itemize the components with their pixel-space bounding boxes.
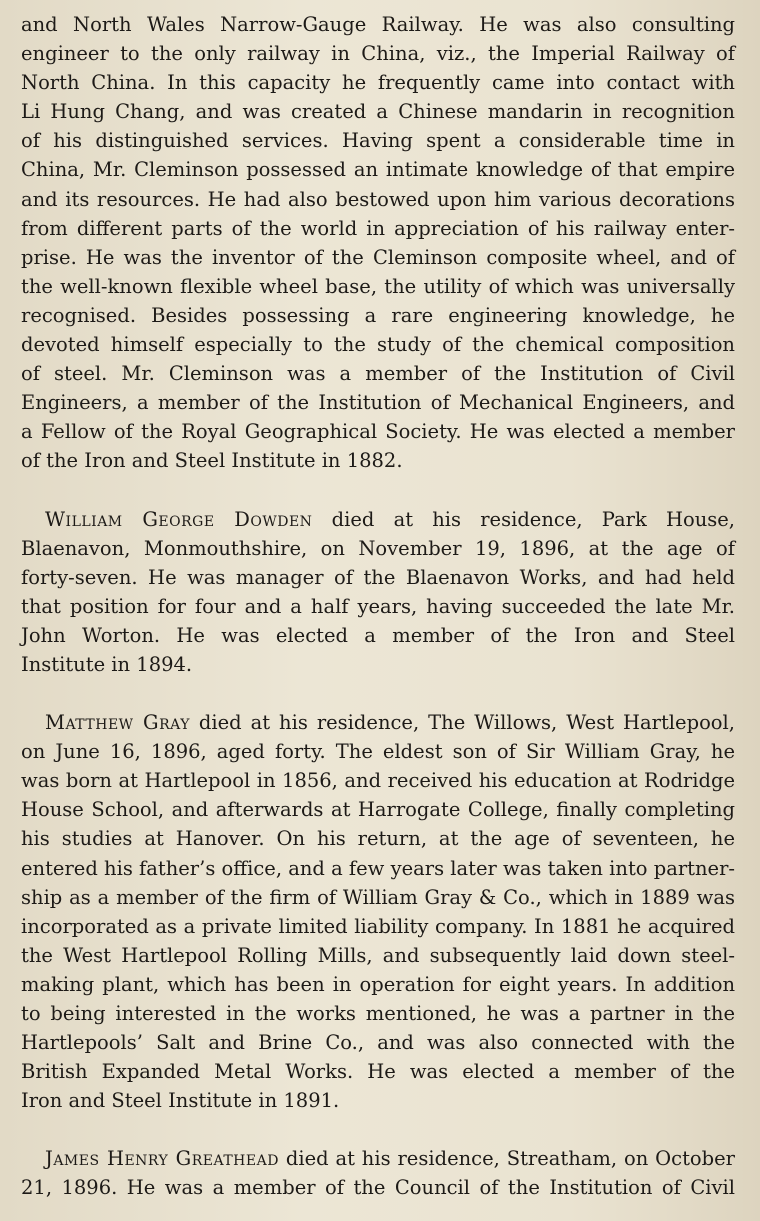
obituary-name: William George Dowden <box>45 507 313 531</box>
text-line: and North Wales Narrow-Gauge Railway. He was also consulting <box>21 13 735 36</box>
obituary-name: Matthew Gray <box>45 711 190 735</box>
text-line: recognised. Besides possessing a rare engineering knowledge, he <box>21 303 735 327</box>
text-line: Hartlepools’ Salt and Brine Co., and was also connected with the <box>21 1031 735 1055</box>
text-line: 21, 1896. He was a member of the Council of the Institution of Civil <box>21 1176 735 1200</box>
paragraph-cleminson <box>21 10 735 476</box>
text-line: of his distinguished services. Having spent a considerable time in <box>21 129 735 153</box>
text-line: of steel. Mr. Cleminson was a member of the Institution of Civil <box>21 362 735 386</box>
text-line: forty-seven. He was manager of the Blaenavon Works, and had held <box>21 565 735 589</box>
text-line: was born at Hartlepool in 1856, and received his education at Rodridge <box>21 769 735 793</box>
text-line: entered his father’s office, and a few years later was taken into partner- <box>21 856 735 880</box>
text-line: from different parts of the world in appreciation of his railway enter- <box>21 216 735 240</box>
paragraph-gap <box>21 679 735 708</box>
text-line: North China. In this capacity he frequently came into contact with <box>21 71 735 95</box>
text-line: and its resources. He had also bestowed upon him various decorations <box>21 187 735 211</box>
text-line: on June 16, 1896, aged forty. The eldest son of Sir William Gray, he <box>21 740 735 764</box>
text-line <box>21 1144 735 1173</box>
text-line <box>21 708 735 737</box>
text-line: Iron and Steel Institute in 1891. <box>21 1089 340 1113</box>
text-line: incorporated as a private limited liability company. In 1881 he acquired <box>21 914 735 938</box>
text-line: engineer to the only railway in China, viz., the Imperial Railway of <box>21 42 735 66</box>
text-line: making plant, which has been in operation for eight years. In addition <box>21 972 735 996</box>
text-line: the well-known flexible wheel base, the utility of which was universally <box>21 274 735 298</box>
text-line: Institute in 1894. <box>21 652 193 676</box>
text-line: British Expanded Metal Works. He was elected a member of the <box>21 1060 735 1084</box>
text-line: the West Hartlepool Rolling Mills, and subsequently laid down steel- <box>21 943 735 967</box>
text-line: John Worton. He was elected a member of the Iron and Steel <box>21 623 735 647</box>
obituary-name: James Henry Greathead <box>45 1147 279 1171</box>
text-line: Engineers, a member of the Institution of Mechanical Engineers, and <box>21 391 735 415</box>
book-page <box>21 10 735 1203</box>
paragraph-dowden <box>21 505 735 680</box>
text-line: prise. He was the inventor of the Cleminson composite wheel, and of <box>21 245 735 269</box>
paragraph-gap <box>21 1115 735 1144</box>
paragraph-gap <box>21 476 735 505</box>
text-fragment: died at his residence, Streatham, on October <box>285 1147 735 1171</box>
paragraph-gray <box>21 708 735 1115</box>
text-line: House School, and afterwards at Harrogate College, finally completing <box>21 798 735 822</box>
text-line: Blaenavon, Monmouthshire, on November 19, 1896, at the age of <box>21 536 735 560</box>
text-line: Li Hung Chang, and was created a Chinese mandarin in recognition <box>21 100 735 124</box>
text-line: ship as a member of the firm of William Gray & Co., which in 1889 was <box>21 885 735 909</box>
text-line: a Fellow of the Royal Geographical Society. He was elected a member <box>21 420 735 444</box>
text-line: his studies at Hanover. On his return, at the age of seventeen, he <box>21 827 735 851</box>
text-line: that position for four and a half years, having succeeded the late Mr. <box>21 594 735 618</box>
paragraph-greathead <box>21 1144 735 1202</box>
text-fragment: died at his residence, Park House, <box>331 507 735 531</box>
text-line: devoted himself especially to the study of the chemical composition <box>21 333 735 357</box>
text-line: of the Iron and Steel Institute in 1882. <box>21 449 403 473</box>
text-line: China, Mr. Cleminson possessed an intimate knowledge of that empire <box>21 158 735 182</box>
text-line <box>21 505 735 534</box>
text-line: to being interested in the works mentioned, he was a partner in the <box>21 1002 735 1025</box>
text-fragment: died at his residence, The Willows, West Hartlepool, <box>198 711 735 735</box>
